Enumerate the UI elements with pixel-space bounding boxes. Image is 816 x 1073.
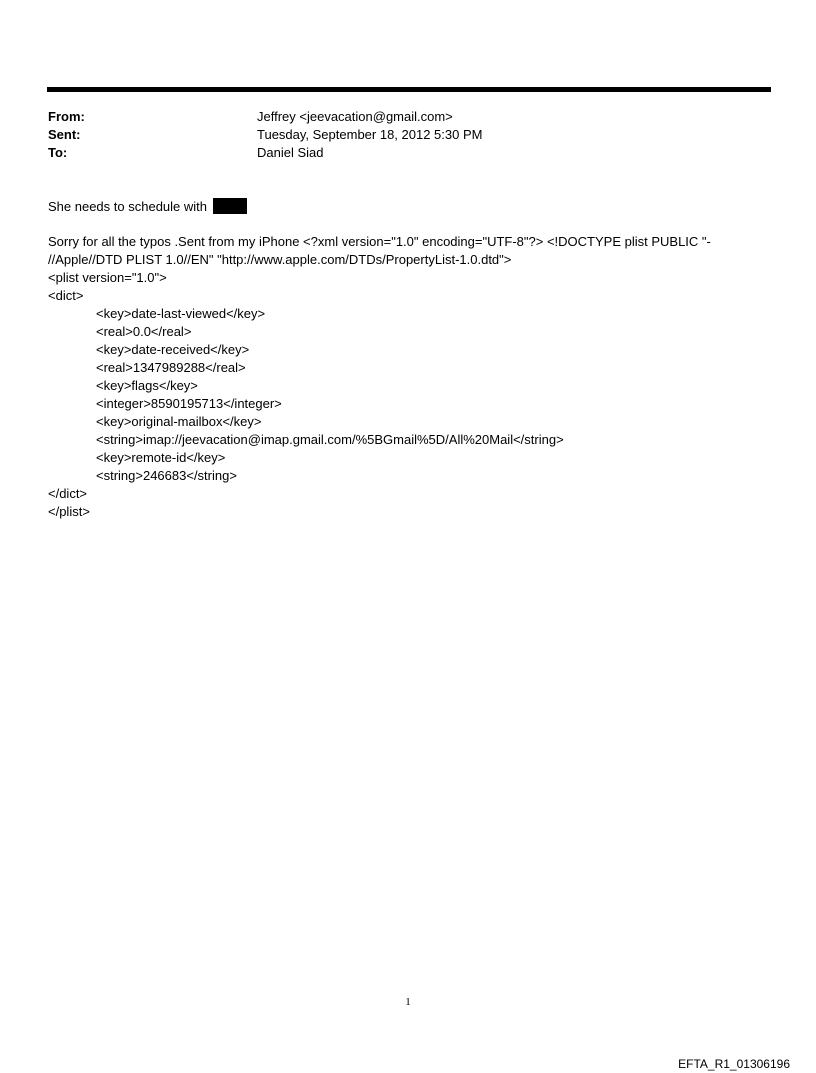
plist-content xyxy=(48,233,772,521)
to-row xyxy=(48,144,768,162)
bates-number: EFTA_R1_01306196 xyxy=(678,1057,790,1071)
paragraph-gap xyxy=(48,216,772,233)
email-body xyxy=(48,198,772,521)
body-line: <key>date-received</key> xyxy=(96,342,250,357)
body-line: <key>date-last-viewed</key> xyxy=(96,306,266,321)
body-line: <real>0.0</real> xyxy=(96,324,192,339)
sent-label: Sent: xyxy=(48,127,81,142)
body-line: //Apple//DTD PLIST 1.0//EN" "http://www.apple.com/DTDs/PropertyList-1.0.dtd"> xyxy=(48,252,512,267)
from-label: From: xyxy=(48,109,85,124)
page-number: 1 xyxy=(405,996,411,1008)
body-line: <key>flags</key> xyxy=(96,378,198,393)
redaction-box xyxy=(213,198,247,214)
body-line: <plist version="1.0"> xyxy=(48,270,167,285)
header-rule xyxy=(47,87,771,92)
body-line: <dict> xyxy=(48,288,84,303)
body-line: <key>original-mailbox</key> xyxy=(96,414,262,429)
body-line: </plist> xyxy=(48,504,90,519)
body-line: Sorry for all the typos .Sent from my iPhone <?xml version="1.0" encoding="UTF-8"?> <!DOCTYPE plist PUBLIC "- xyxy=(48,234,711,249)
body-first-line xyxy=(48,198,772,216)
sent-value: Tuesday, September 18, 2012 5:30 PM xyxy=(257,127,483,142)
body-line: <string>246683</string> xyxy=(96,468,237,483)
from-row xyxy=(48,108,768,126)
body-line: <real>1347989288</real> xyxy=(96,360,246,375)
body-first-line-text: She needs to schedule with xyxy=(48,199,207,214)
sent-row xyxy=(48,126,768,144)
body-line: <integer>8590195713</integer> xyxy=(96,396,282,411)
body-line: </dict> xyxy=(48,486,88,501)
from-value: Jeffrey <jeevacation@gmail.com> xyxy=(257,109,453,124)
body-line: <string>imap://jeevacation@imap.gmail.com/%5BGmail%5D/All%20Mail</string> xyxy=(96,432,564,447)
to-label: To: xyxy=(48,145,68,160)
to-value: Daniel Siad xyxy=(257,145,324,160)
email-header xyxy=(48,108,768,162)
body-line: <key>remote-id</key> xyxy=(96,450,226,465)
